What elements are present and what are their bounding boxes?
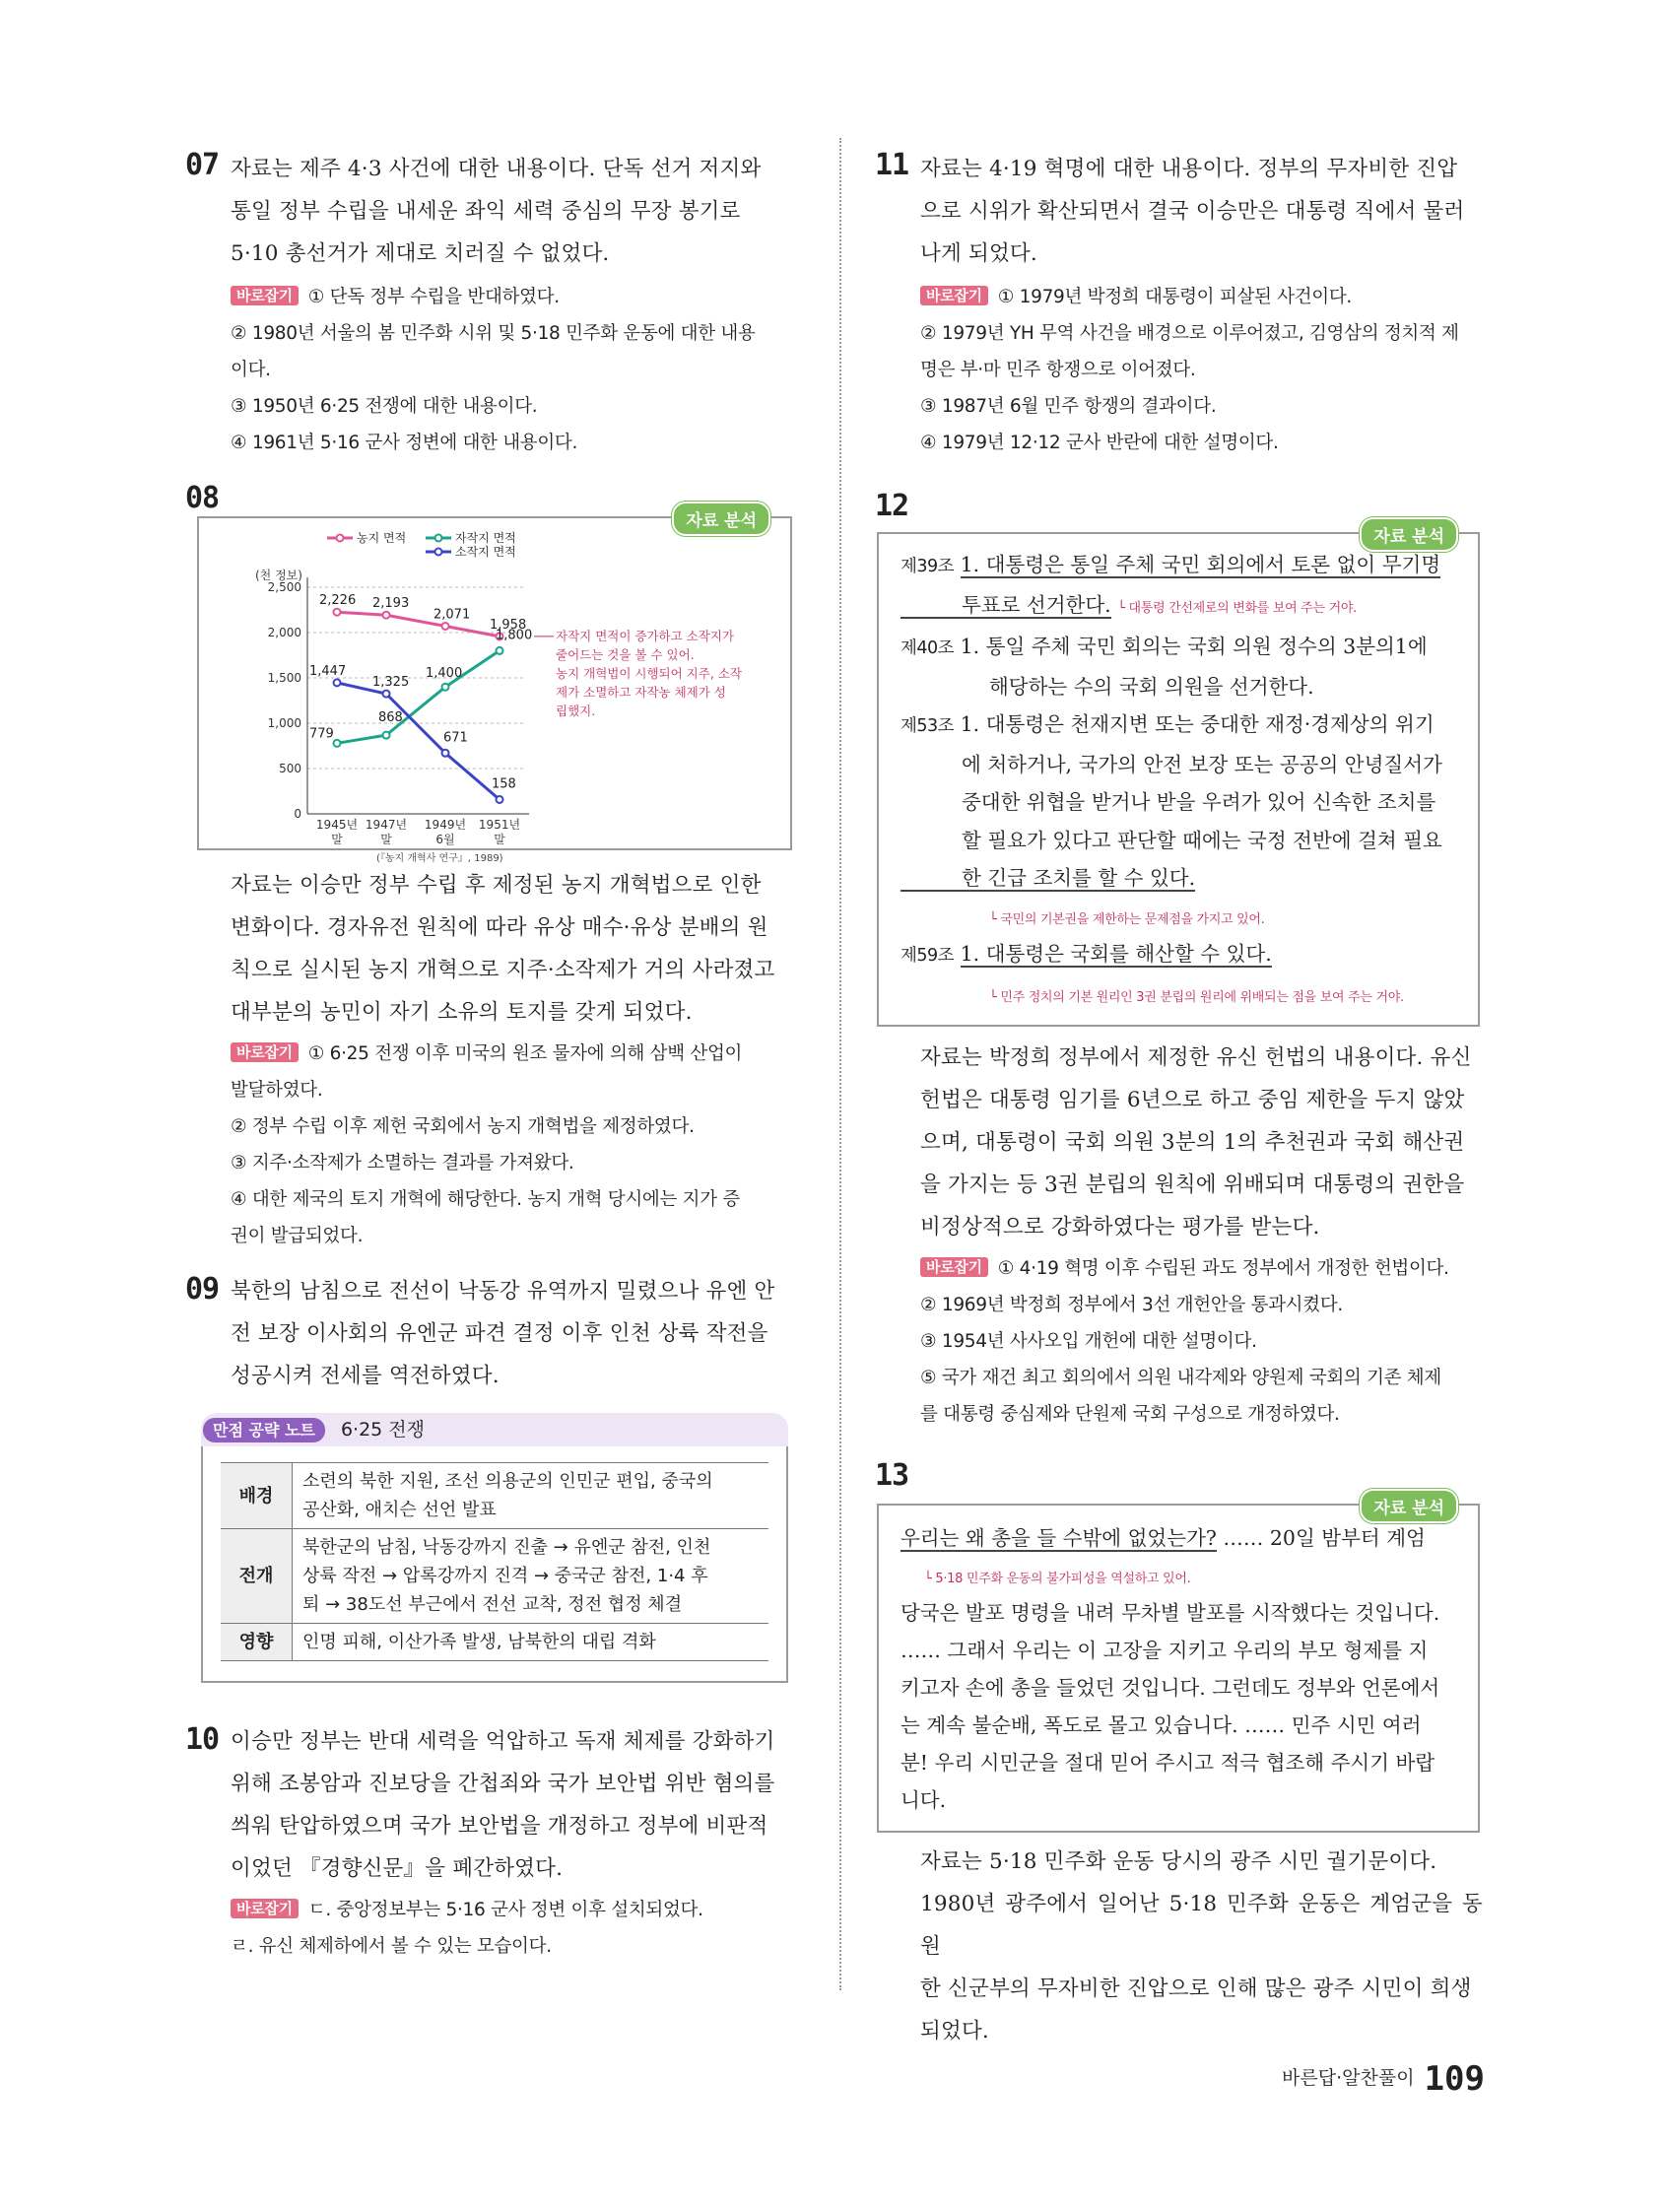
y-tick-label: 1,000: [267, 716, 301, 730]
data-point: [497, 796, 503, 803]
legend-marker: [435, 535, 442, 542]
line: 변화이다. 경자유전 원칙에 따라 유상 매수·유상 분배의 원: [231, 915, 768, 940]
line: ① 4·19 혁명 이후 수립된 과도 정부에서 개정한 헌법이다.: [997, 1258, 1449, 1279]
line: 키고자 손에 총을 들었던 것입니다. 그런데도 정부와 언론에서: [901, 1676, 1440, 1700]
y-tick-label: 2,500: [267, 580, 301, 594]
article-label: 제40조: [901, 638, 955, 658]
line: 북한군의 남침, 낙동강까지 진출 → 유엔군 참전, 인천: [302, 1537, 711, 1558]
line: 씌워 탄압하였으며 국가 보안법을 개정하고 정부에 비판적: [231, 1814, 768, 1839]
annotation-text: 립했지.: [556, 703, 596, 718]
legend-label: 자작지 면적: [455, 531, 516, 545]
article-39: [901, 546, 1464, 628]
annotation-text: 자작지 면적이 증가하고 소작지가: [556, 628, 734, 643]
line: 중대한 위협을 받거나 받을 우려가 있어 신속한 조치를: [962, 790, 1436, 814]
question-11: [877, 148, 1483, 461]
analysis-tag: 자료 분석: [672, 502, 770, 536]
line: ① 단독 정부 수립을 반대하였다.: [307, 287, 560, 307]
question-12: [877, 489, 1483, 1433]
correction-list: [187, 279, 803, 461]
row-value: [293, 1529, 769, 1624]
line: 자료는 4·19 혁명에 대한 내용이다. 정부의 무자비한 진압: [920, 157, 1458, 181]
question-08: [185, 481, 803, 1254]
line: 으로 시위가 확산되면서 결국 이승만은 대통령 직에서 물러: [920, 199, 1465, 224]
annotation: └ 5·18 민주화 운동의 불가피성을 역설하고 있어.: [924, 1572, 1191, 1586]
annotation-text: 국민의 기본권을 제한하는 문제점을 가지고 있어.: [1000, 911, 1265, 927]
correction-badge: 바로잡기: [920, 286, 988, 305]
data-point: [334, 740, 341, 747]
line: 되었다.: [920, 2019, 989, 2044]
correction-badge: 바로잡기: [231, 1042, 299, 1062]
line: 분! 우리 시민군을 절대 믿어 주시고 적극 협조해 주시기 바랍: [901, 1751, 1435, 1775]
line: 상륙 작전 → 압록강까지 진격 → 중국군 참전, 1·4 후: [302, 1566, 708, 1586]
annotation-text: 5·18 민주화 운동의 불가피성을 역설하고 있어.: [935, 1572, 1191, 1586]
legend-marker: [435, 549, 442, 556]
question-number: 12: [875, 489, 909, 523]
line: 1. 대통령은 천재지변 또는 중대한 재정·경제상의 위기: [960, 712, 1434, 736]
line: 발달하였다.: [231, 1080, 323, 1101]
data-label: 2,193: [372, 596, 410, 612]
line: 소련의 북한 지원, 조선 의용군의 인민군 편입, 중국의: [302, 1471, 713, 1492]
line: ③ 1950년 6·25 전쟁에 대한 내용이다.: [231, 396, 538, 417]
y-tick-label: 0: [294, 807, 301, 821]
x-tick-label: 말: [380, 833, 392, 846]
x-tick-label: 말: [331, 833, 343, 846]
line: ③ 1987년 6월 민주 항쟁의 결과이다.: [920, 396, 1217, 417]
line: 나게 되었다.: [920, 241, 1037, 266]
line: 해당하는 수의 국회 의원을 선거한다.: [989, 674, 1314, 699]
article-label: 제53조: [901, 716, 955, 736]
line: ① 1979년 박정희 대통령이 피살된 사건이다.: [997, 287, 1352, 307]
left-column: [187, 148, 803, 1965]
line: 명은 부·마 민주 항쟁으로 이어졌다.: [920, 360, 1196, 380]
line: 1. 통일 주체 국민 회의는 국회 의원 정수의 3분의1에: [960, 635, 1428, 658]
question-number: 07: [185, 148, 220, 182]
row-value: [293, 1463, 769, 1529]
annotation-text: 민주 정치의 기본 원리인 3권 분립의 원리에 위배되는 점을 보여 주는 거야.: [1000, 989, 1404, 1005]
explanation: [877, 1037, 1483, 1248]
line: 1. 대통령은 국회를 해산할 수 있다.: [960, 942, 1272, 966]
line: 를 대통령 중심제와 단원제 국회 구성으로 개정하였다.: [920, 1404, 1340, 1425]
y-tick-label: 1,500: [267, 671, 301, 685]
study-note-tag: 만점 공략 노트: [203, 1418, 325, 1442]
line: …… 20일 밤부터 계엄: [1216, 1526, 1426, 1550]
analysis-tag: 자료 분석: [1360, 1489, 1458, 1523]
land-reform-chart: [199, 518, 786, 864]
row-key: 영향: [221, 1624, 293, 1661]
line: ④ 대한 제국의 토지 개혁에 해당한다. 농지 개혁 당시에는 지가 증: [231, 1189, 740, 1210]
line: …… 그래서 우리는 이 고장을 지키고 우리의 부모 형제를 지: [901, 1639, 1429, 1662]
chart-frame: [197, 511, 792, 864]
question-number: 13: [875, 1458, 909, 1493]
correction-list: [877, 279, 1483, 461]
row-value: 인명 피해, 이산가족 발생, 남북한의 대립 격화: [293, 1624, 769, 1661]
analysis-tag: 자료 분석: [1360, 517, 1458, 552]
line: 자료는 박정희 정부에서 제정한 유신 헌법의 내용이다. 유신: [920, 1045, 1472, 1070]
line: ③ 1954년 사사오입 개헌에 대한 설명이다.: [920, 1331, 1257, 1352]
explanation: [187, 148, 803, 275]
article-53: [901, 705, 1464, 935]
study-note-title: 6·25 전쟁: [340, 1419, 425, 1441]
data-point: [383, 732, 390, 739]
line: ④ 1961년 5·16 군사 정변에 대한 내용이다.: [231, 433, 578, 453]
column-divider: [839, 138, 841, 1990]
line: 성공시켜 전세를 역전하였다.: [231, 1364, 500, 1388]
table-row: [221, 1624, 768, 1661]
question-13: [877, 1458, 1483, 2052]
study-note-header: [201, 1413, 788, 1446]
series-line: [337, 683, 500, 800]
study-note-body: [201, 1446, 788, 1683]
data-point: [442, 623, 449, 630]
data-label: 1,325: [372, 675, 410, 691]
explanation: [187, 1270, 803, 1397]
correction-list: [877, 1250, 1483, 1433]
data-point: [334, 609, 341, 616]
line: 1. 대통령은 통일 주체 국민 회의에서 토론 없이 무기명: [960, 553, 1441, 576]
annotation-text: 제가 소멸하고 자작농 체제가 성: [556, 684, 726, 700]
correction-list: [187, 1892, 803, 1965]
line: 통일 정부 수립을 내세운 좌익 세력 중심의 무장 봉기로: [231, 199, 741, 224]
line: 5·10 총선거가 제대로 치러질 수 없었다.: [231, 241, 610, 266]
article-label: 제39조: [901, 557, 955, 576]
question-number: 08: [185, 481, 220, 515]
line: ⑤ 국가 재건 최고 회의에서 의원 내각제와 양원제 국회의 기존 체제: [920, 1368, 1441, 1388]
article-40: [901, 628, 1464, 705]
question-10: [187, 1720, 803, 1965]
line: ② 1979년 YH 무역 사건을 배경으로 이루어졌고, 김영삼의 정치적 제: [920, 323, 1459, 344]
data-label: 1,958: [490, 617, 527, 633]
line: ㄹ. 유신 체제하에서 볼 수 있는 모습이다.: [231, 1936, 552, 1957]
explanation: [877, 1841, 1483, 2052]
explanation: [187, 1720, 803, 1890]
declaration-text: [901, 1519, 1458, 1819]
line: 자료는 5·18 민주화 운동 당시의 광주 시민 궐기문이다.: [920, 1849, 1437, 1874]
line: ② 1980년 서울의 봄 민주화 시위 및 5·18 민주화 운동에 대한 내용: [231, 323, 756, 344]
line: 당국은 발포 명령을 내려 무차별 발포를 시작했다는 것입니다.: [901, 1601, 1440, 1625]
study-note: [201, 1413, 788, 1683]
line: 이다.: [231, 360, 271, 380]
x-tick-label: 1951년: [478, 818, 521, 832]
question-number: 10: [185, 1722, 220, 1757]
chart-source: (『농지 개혁사 연구』, 1989): [376, 853, 503, 864]
legend-label: 농지 면적: [357, 531, 407, 545]
line: 권이 발급되었다.: [231, 1226, 364, 1246]
line: 한 신군부의 무자비한 진압으로 인해 많은 광주 시민이 희생: [920, 1977, 1472, 2001]
x-tick-label: 말: [494, 833, 505, 846]
data-label: 2,071: [434, 607, 471, 623]
x-tick-label: 6월: [435, 833, 455, 846]
line: 을 가지는 등 3권 분립의 원칙에 위배되며 대통령의 권한을: [920, 1173, 1465, 1197]
annotation: └ 국민의 기본권을 제한하는 문제점을 가지고 있어.: [989, 911, 1265, 927]
annotation-text: 농지 개혁법이 시행되어 지주, 소작: [556, 665, 742, 681]
correction-list: [187, 1036, 803, 1254]
line: 우리는 왜 총을 들 수밖에 없었는가?: [901, 1526, 1217, 1550]
gwangju-declaration: [877, 1499, 1480, 1833]
series-line: [337, 650, 500, 746]
line: 위해 조봉암과 진보당을 간첩죄와 국가 보안법 위반 혐의를: [231, 1772, 775, 1796]
line: 공산화, 애치슨 선언 발표: [302, 1500, 497, 1520]
line: ③ 지주·소작제가 소멸하는 결과를 가져왔다.: [231, 1153, 574, 1173]
row-key: 전개: [221, 1529, 293, 1624]
line: ① 6·25 전쟁 이후 미국의 원조 물자에 의해 삼백 산업이: [307, 1043, 743, 1064]
x-tick-label: 1949년: [424, 818, 467, 832]
line: 헌법은 대통령 임기를 6년으로 하고 중임 제한을 두지 않았: [920, 1088, 1465, 1112]
y-axis-label: (천 정보): [255, 569, 302, 582]
data-label: 1,400: [426, 666, 463, 682]
data-label: 1,447: [309, 663, 347, 679]
line: 투표로 선거한다.: [901, 593, 1111, 619]
line: 전 보장 이사회의 유엔군 파견 결정 이후 인천 상륙 작전을: [231, 1321, 768, 1346]
legend-marker: [337, 535, 344, 542]
table-row: [221, 1463, 768, 1529]
data-label: 868: [378, 710, 403, 726]
data-point: [497, 647, 503, 654]
data-point: [442, 684, 449, 691]
page-footer: [1282, 2059, 1485, 2099]
data-point: [383, 612, 390, 619]
x-tick-label: 1947년: [365, 818, 408, 832]
article-59: [901, 935, 1464, 1013]
line: ② 1969년 박정희 정부에서 3선 개헌안을 통과시켰다.: [920, 1295, 1343, 1315]
constitution-excerpt: [877, 527, 1480, 1027]
annotation: └ 대통령 간선제로의 변화를 보여 주는 거야.: [1117, 600, 1357, 616]
line: 이승만 정부는 반대 세력을 억압하고 독재 체제를 강화하기: [231, 1729, 775, 1754]
footer-title: 바른답·알찬풀이: [1282, 2067, 1415, 2089]
line: 자료는 제주 4·3 사건에 대한 내용이다. 단독 선거 저지와: [231, 157, 762, 181]
line: 대부분의 농민이 자기 소유의 토지를 갖게 되었다.: [231, 1000, 693, 1025]
data-label: 779: [309, 726, 334, 742]
line: 퇴 → 38도선 부근에서 전선 교착, 정전 협정 체결: [302, 1594, 683, 1615]
right-column: [877, 148, 1483, 2052]
data-label: 158: [492, 776, 516, 792]
y-tick-label: 500: [279, 762, 301, 775]
line: 칙으로 실시된 농지 개혁으로 지주·소작제가 거의 사라졌고: [231, 958, 775, 982]
data-label: 671: [443, 730, 468, 746]
line: 자료는 이승만 정부 수립 후 제정된 농지 개혁법으로 인한: [231, 873, 762, 898]
legend-label: 소작지 면적: [455, 545, 516, 559]
data-label: 2,226: [319, 593, 357, 609]
y-tick-label: 2,000: [267, 626, 301, 639]
correction-badge: 바로잡기: [231, 286, 299, 305]
line: ㄷ. 중앙정보부는 5·16 군사 정변 이후 설치되었다.: [307, 1900, 703, 1920]
question-09: [187, 1270, 803, 1683]
data-label: 1,800: [496, 628, 533, 643]
line: 한 긴급 조치를 할 수 있다.: [901, 866, 1195, 892]
line: 할 필요가 있다고 판단할 때에는 국정 전반에 걸쳐 필요: [962, 828, 1442, 852]
page-number: 109: [1424, 2059, 1485, 2099]
line: ④ 1979년 12·12 군사 반란에 대한 설명이다.: [920, 433, 1279, 453]
article-label: 제59조: [901, 946, 955, 966]
line: 니다.: [901, 1788, 947, 1812]
correction-badge: 바로잡기: [920, 1257, 988, 1277]
line: 북한의 남침으로 전선이 낙동강 유역까지 밀렸으나 유엔 안: [231, 1279, 775, 1304]
war-summary-table: [221, 1462, 768, 1661]
annotation-text: 줄어드는 것을 볼 수 있어.: [556, 646, 695, 662]
data-point: [442, 750, 449, 757]
line: 는 계속 불순배, 폭도로 몰고 있습니다. …… 민주 시민 여러: [901, 1713, 1422, 1737]
line: ② 정부 수립 이후 제헌 국회에서 농지 개혁법을 제정하였다.: [231, 1116, 695, 1137]
explanation: [187, 864, 803, 1034]
question-07: [187, 148, 803, 461]
annotation: └ 민주 정치의 기본 원리인 3권 분립의 원리에 위배되는 점을 보여 주는 거야.: [989, 989, 1404, 1005]
data-point: [383, 691, 390, 698]
line: 이었던 『경향신문』을 폐간하였다.: [231, 1856, 564, 1881]
correction-badge: 바로잡기: [231, 1899, 299, 1918]
line: 으며, 대통령이 국회 의원 3분의 1의 추천권과 국회 해산권: [920, 1130, 1465, 1155]
data-point: [334, 679, 341, 686]
line: 비정상적으로 강화하였다는 평가를 받는다.: [920, 1215, 1320, 1240]
table-row: [221, 1529, 768, 1624]
line: 에 처하거나, 국가의 안전 보장 또는 공공의 안녕질서가: [962, 752, 1442, 776]
question-number: 09: [185, 1272, 220, 1307]
explanation: [877, 148, 1483, 275]
annotation-text: 대통령 간선제로의 변화를 보여 주는 거야.: [1128, 600, 1357, 616]
row-key: 배경: [221, 1463, 293, 1529]
line: 1980년 광주에서 일어난 5·18 민주화 운동은 계엄군을 동원: [920, 1892, 1483, 1959]
question-number: 11: [875, 148, 909, 182]
x-tick-label: 1945년: [315, 818, 359, 832]
